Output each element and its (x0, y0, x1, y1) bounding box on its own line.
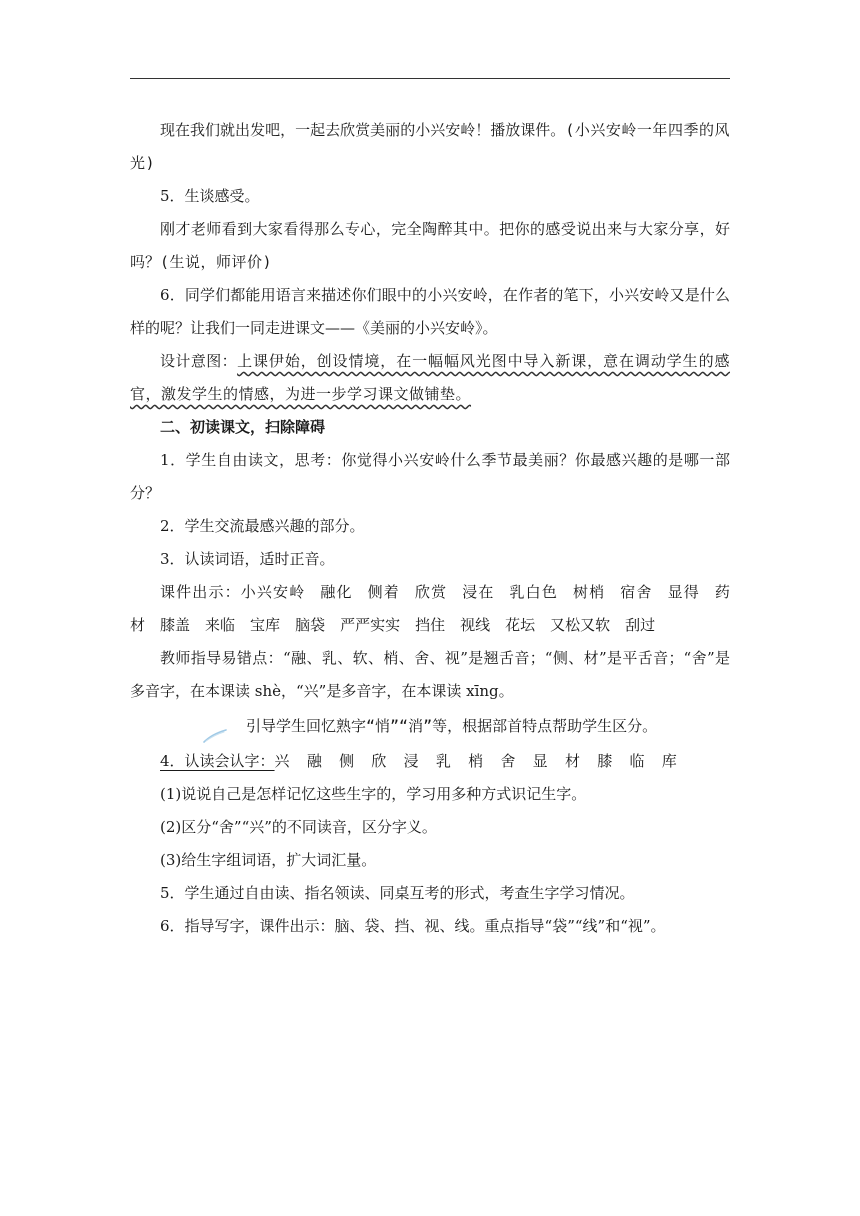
teacher-tip: 教师指导易错点：“融、乳、软、梢、舍、视”是翘舌音；“侧、材”是平舌音；“舍”是多音字，在本课读 shè，“兴”是多音字，在本课读 xīng。 (130, 649, 730, 700)
recognition-char: 兴 (274, 752, 290, 770)
step-4-3: (3)给生字组词语，扩大词汇量。 (160, 851, 377, 869)
recognition-char: 临 (629, 752, 645, 770)
step-2: 2．学生交流最感兴趣的部分。 (160, 517, 365, 535)
vocab-word: 膝盖 (160, 616, 191, 634)
recognition-char: 库 (661, 752, 677, 770)
design-intent-text: 上课伊始，创设情境，在一幅幅风光图中导入新课，意在调动学生的感官，激发学生的情感，为进一步学习课文做铺垫。 (130, 352, 730, 403)
vocab-word: 浸在 (462, 583, 495, 601)
pen-stroke-icon (202, 728, 228, 744)
recognition-char: 浸 (403, 752, 419, 770)
step-5: 5．学生通过自由读、指名领读、同桌互考的形式，考查生字学习情况。 (160, 884, 635, 902)
vocab-word: 花坛 (505, 616, 536, 634)
recognition-char: 乳 (435, 752, 451, 770)
step-4-1: (1)说说自己是怎样记忆这些生字的，学习用多种方式识记生字。 (160, 785, 587, 803)
recognition-char: 融 (306, 752, 322, 770)
feelings-text: 刚才老师看到大家看得那么专心，完全陶醉其中。把你的感受说出来与大家分享，好吗？ (130, 220, 730, 271)
recognition-char: 材 (564, 752, 580, 770)
vocab-label: 课件出示： (160, 583, 241, 601)
vocab-word: 视线 (460, 616, 491, 634)
step-4 (130, 745, 730, 778)
vocab-word: 药材 (130, 583, 730, 634)
vocab-word: 欣赏 (414, 583, 448, 601)
paragraph-feelings (130, 213, 730, 279)
vocab-word: 小兴安岭 (240, 583, 306, 601)
step-4-2: (2)区分“舍”“兴”的不同读音，区分字义。 (160, 818, 437, 836)
vocab-word: 挡住 (415, 616, 446, 634)
vocab-word: 宿舍 (620, 583, 653, 601)
step-4-label: 4．认读会认字： (160, 752, 275, 770)
step-6: 6．指导写字，课件出示：脑、袋、挡、视、线。重点指导“袋”“线”和“视”。 (160, 917, 666, 935)
handwritten-note-text: 引导学生回忆熟字“悄”“消”等，根据部首特点帮助学生区分。 (246, 717, 658, 735)
intro-text: 现在我们就出发吧，一起去欣赏美丽的小兴安岭！播放课件。 (160, 121, 566, 139)
design-intent (130, 345, 730, 411)
vocab-list (130, 576, 730, 642)
recognition-char: 舍 (500, 752, 516, 770)
step-3: 3．认读词语，适时正音。 (160, 550, 335, 568)
intro-note: (小兴安岭一年四季的风光) (130, 121, 730, 172)
vocab-word: 侧着 (367, 583, 400, 601)
paragraph-step6: 6．同学们都能用语言来描述你们眼中的小兴安岭，在作者的笔下，小兴安岭又是什么样的呢？让我们一同走进课文——《美丽的小兴安岭》。 (130, 286, 730, 337)
vocab-word: 宝库 (250, 616, 281, 634)
document-body (130, 114, 730, 943)
vocab-word: 树梢 (572, 583, 606, 601)
section-heading: 二、初读课文，扫除障碍 (160, 418, 326, 436)
vocab-word: 又松又软 (550, 616, 611, 634)
recognition-char: 梢 (468, 752, 484, 770)
vocab-word: 融化 (320, 583, 353, 601)
vocab-word: 严严实实 (340, 616, 401, 634)
recognition-char: 侧 (339, 752, 355, 770)
recognition-char: 膝 (597, 752, 613, 770)
feelings-note: (生说，师评价) (160, 253, 273, 271)
step-1: 1．学生自由读文，思考：你觉得小兴安岭什么季节最美丽？你最感兴趣的是哪一部分？ (130, 451, 730, 502)
paragraph-step5: 5．生谈感受。 (160, 187, 260, 205)
header-rule (130, 78, 730, 79)
vocab-word: 乳白色 (509, 583, 558, 601)
vocab-word: 来临 (205, 616, 236, 634)
paragraph-intro (130, 114, 730, 180)
recognition-char: 欣 (371, 752, 387, 770)
handwritten-note (130, 710, 730, 743)
design-intent-label: 设计意图： (160, 352, 238, 370)
vocab-word: 刮过 (625, 616, 656, 634)
step-4-chars (275, 752, 694, 770)
vocab-word: 脑袋 (295, 616, 326, 634)
vocab-word: 显得 (667, 583, 700, 601)
recognition-char: 显 (532, 752, 548, 770)
